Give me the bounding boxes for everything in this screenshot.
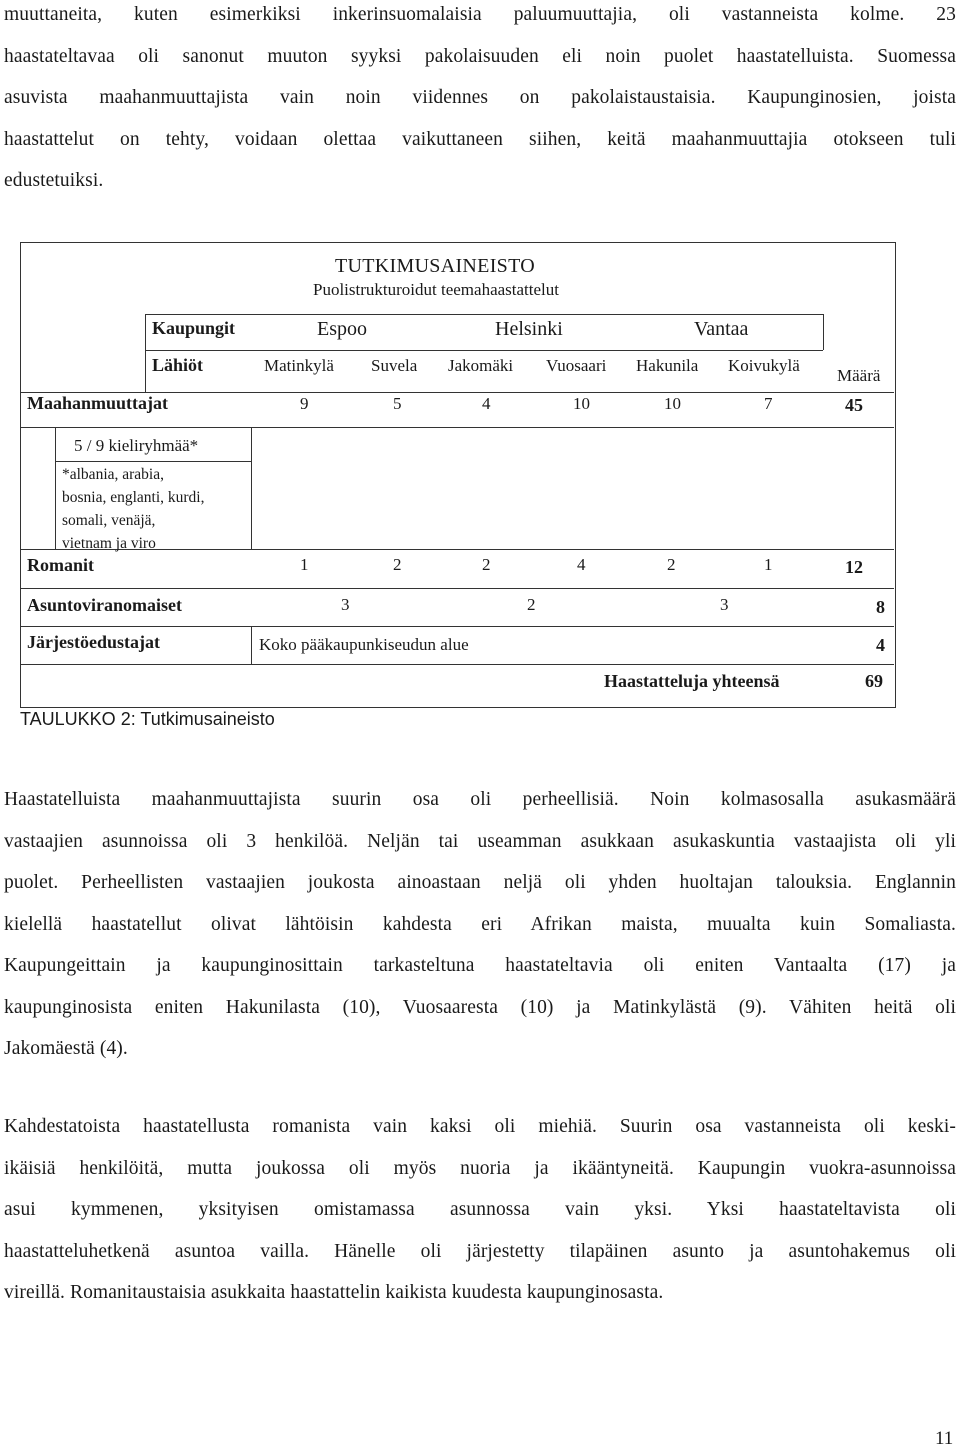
text-line: kaupunginosista eniten Hakunilasta (10), Vuosaaresta (10) ja Matinkylästä (9). Vähiten heitä oli <box>4 996 956 1018</box>
table-cell: 4 <box>482 394 491 413</box>
row-label-romanit: Romanit <box>27 555 94 575</box>
text-line: vireillä. Romanitaustaisia asukkaita haastattelin kaikista kuudesta kaupunginosasta. <box>4 1282 664 1303</box>
city-helsinki: Helsinki <box>495 318 563 340</box>
paragraph-3 <box>4 1106 956 1314</box>
divider <box>20 427 894 428</box>
language-line: bosnia, englanti, kurdi, <box>62 489 205 506</box>
divider <box>145 314 146 392</box>
text-line: asuvista maahanmuuttajista vain noin viidennes on pakolaistaustaisia. Kaupunginosien, joista <box>4 87 956 108</box>
language-line: vietnam ja viro <box>62 535 156 552</box>
divider <box>145 350 823 351</box>
divider <box>20 664 894 665</box>
divider <box>251 427 252 549</box>
language-list <box>62 463 205 555</box>
text-line: asui kymmenen, yksityisen omistamassa asunnossa vain yksi. Yksi haastateltavista oli <box>4 1199 956 1220</box>
kaupungit-label: Kaupungit <box>152 318 236 338</box>
district-koivukyla: Koivukylä <box>728 356 800 375</box>
table-cell: 7 <box>764 394 773 413</box>
table-cell: 2 <box>393 555 402 574</box>
row-total: 45 <box>845 395 863 415</box>
text-line: Kahdestatoista haastatellusta romanista vain kaksi oli miehiä. Suurin osa vastanneista oli keski- <box>4 1116 956 1137</box>
row-label-asuntoviranomaiset: Asuntoviranomaiset <box>27 595 183 615</box>
row-total: 8 <box>876 597 885 617</box>
text-line: Haastatelluista maahanmuuttajista suurin osa oli perheellisiä. Noin kolmasosalla asukasmäärä <box>4 789 956 810</box>
table-cell: 10 <box>573 394 590 413</box>
city-espoo: Espoo <box>317 318 367 340</box>
district-vuosaari: Vuosaari <box>546 356 607 375</box>
table-cell: 3 <box>720 595 729 614</box>
divider <box>823 314 824 350</box>
area-cell: Koko pääkaupunkiseudun alue <box>259 635 469 654</box>
district-jakomaki: Jakomäki <box>448 356 514 375</box>
table-cell: 5 <box>393 394 402 413</box>
table-cell: 2 <box>482 555 491 574</box>
language-line: *albania, arabia, <box>62 466 164 483</box>
paragraph-2 <box>4 779 956 1070</box>
city-vantaa: Vantaa <box>694 318 749 340</box>
district-matinkyla: Matinkylä <box>264 356 334 375</box>
lahiot-label: Lähiöt <box>152 355 204 375</box>
divider <box>55 427 56 549</box>
text-line: muuttaneita, kuten esimerkiksi inkerinsuomalaisia paluumuuttajia, oli vastanneista kolme. 23 <box>4 4 956 25</box>
text-line: haastateltavaa oli sanonut muuton syyksi pakolaisuuden eli noin puolet haastatelluista. Suomessa <box>4 45 956 67</box>
language-heading: 5 / 9 kieliryhmää* <box>74 436 199 455</box>
divider <box>55 461 251 462</box>
total-label: Haastatteluja yhteensä <box>604 671 780 691</box>
table-cell: 1 <box>300 555 309 574</box>
table-cell: 2 <box>527 595 536 614</box>
language-line: somali, venäjä, <box>62 512 156 529</box>
text-line: edustetuiksi. <box>4 170 104 191</box>
row-label-jarjestoedustajat: Järjestöedustajat <box>27 632 160 652</box>
text-line: puolet. Perheellisten vastaajien joukosta ainoastaan neljä oli yhden huoltajan talouksia. Englannin <box>4 872 956 893</box>
table-cell: 3 <box>341 595 350 614</box>
text-line: Kaupungeittain ja kaupunginosittain tarkasteltuna haastateltavia oli eniten Vantaalta (17) ja <box>4 955 956 976</box>
divider <box>20 588 894 589</box>
table-cell: 1 <box>764 555 773 574</box>
maara-label: Määrä <box>837 366 881 385</box>
table-cell: 9 <box>300 394 309 413</box>
text-line: kielellä haastatellut olivat lähtöisin kahdesta eri Afrikan maista, muualta kuin Somaliasta. <box>4 913 956 935</box>
intro-paragraph <box>4 0 956 202</box>
table-cell: 10 <box>664 394 681 413</box>
total-value: 69 <box>865 671 883 691</box>
district-suvela: Suvela <box>371 356 418 375</box>
row-total: 4 <box>876 635 885 655</box>
table-subtitle: Puolistrukturoidut teemahaastattelut <box>313 280 559 299</box>
text-line: haastattelut on tehty, voidaan olettaa vaikuttaneen siihen, keitä maahanmuuttajia otokseen tuli <box>4 128 956 150</box>
text-line: haastatteluhetkenä asuntoa vailla. Hänelle oli järjestetty tilapäinen asunto ja asuntohakemus oli <box>4 1240 956 1262</box>
row-total: 12 <box>845 557 863 577</box>
table-cell: 2 <box>667 555 676 574</box>
table-title: TUTKIMUSAINEISTO <box>335 255 535 277</box>
divider <box>20 626 894 627</box>
text-line: Jakomäestä (4). <box>4 1038 128 1059</box>
text-line: vastaajien asunnoissa oli 3 henkilöä. Neljän tai useamman asukkaan asukaskuntia vastaajista oli yli <box>4 830 956 852</box>
page-number: 11 <box>935 1428 954 1449</box>
divider <box>145 314 823 315</box>
divider <box>251 626 252 664</box>
table-cell: 4 <box>577 555 586 574</box>
table-caption: TAULUKKO 2: Tutkimusaineisto <box>20 709 275 729</box>
row-label-maahanmuuttajat: Maahanmuuttajat <box>27 393 169 413</box>
text-line: ikäisiä henkilöitä, mutta joukossa oli myös nuoria ja ikääntyneitä. Kaupungin vuokra-asunnoissa <box>4 1157 956 1179</box>
district-hakunila: Hakunila <box>636 356 699 375</box>
